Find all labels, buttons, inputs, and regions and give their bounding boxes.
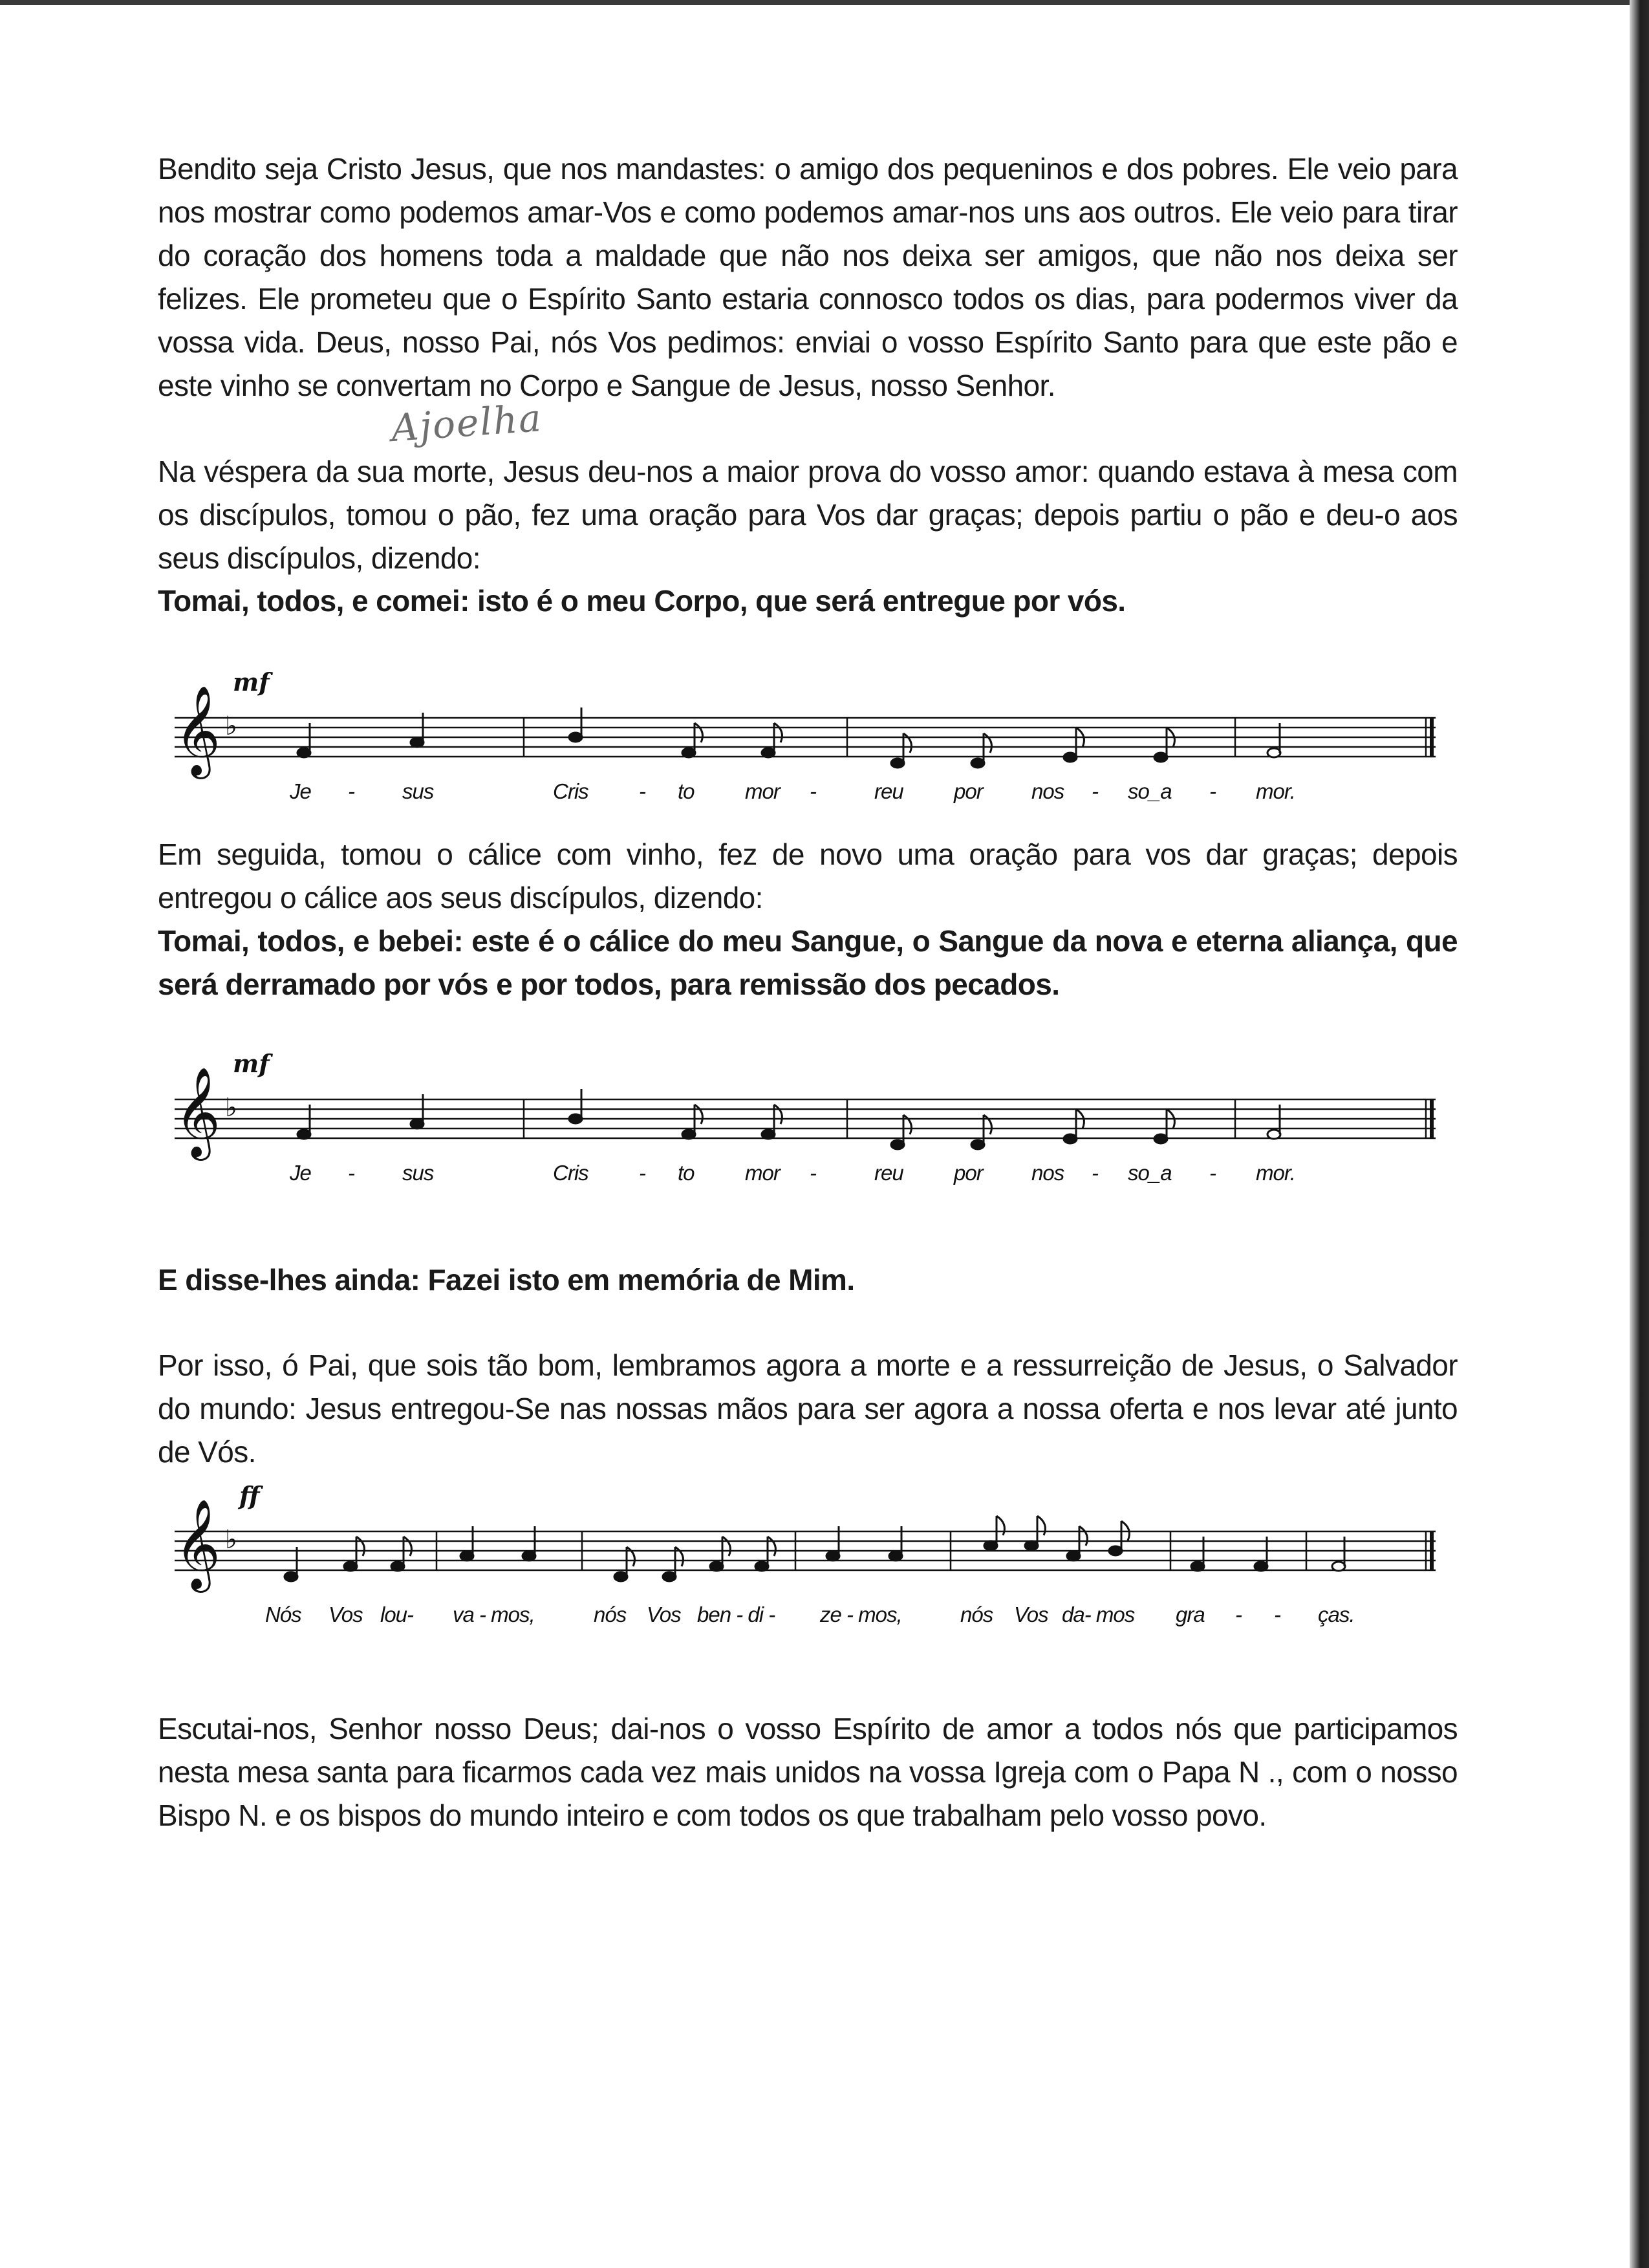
lyric: mor <box>745 1161 780 1185</box>
lyric: nos <box>1031 1161 1064 1185</box>
lyric: reu <box>874 779 903 803</box>
lyric: - <box>1274 1603 1280 1626</box>
lyric: to <box>678 779 695 803</box>
lyric: so_a <box>1128 779 1172 803</box>
lyric: ças. <box>1318 1603 1355 1626</box>
handwritten-note: Ajoelha <box>389 395 544 451</box>
lyric: Nós <box>265 1603 301 1626</box>
lyric: gra <box>1176 1603 1205 1626</box>
lyric: mor. <box>1256 779 1295 803</box>
lyric: Je <box>290 779 311 803</box>
lyric: nós <box>594 1603 627 1626</box>
lyric: - <box>1209 779 1216 803</box>
lyric: Vos <box>1014 1603 1048 1626</box>
lyric: - <box>1209 1161 1216 1185</box>
lyric: to <box>678 1161 695 1185</box>
lyric: - <box>810 1161 816 1185</box>
dynamic-mf: mf <box>233 667 270 697</box>
lyric: mor <box>745 779 780 803</box>
lyric: - <box>1092 779 1098 803</box>
paragraph-anamnesis: Por isso, ó Pai, que sois tão bom, lembramos agora a morte e a ressurreição de Jesus, o Salvador do mundo: Jesus entregou-Se nas nossas mãos para ser agora a nossa oferta e nos levar até junto de Vós. <box>158 1348 1458 1469</box>
treble-clef-icon: 𝄞 <box>175 686 221 775</box>
lyric: - <box>348 779 354 803</box>
words-of-institution-bread: Tomai, todos, e comei: isto é o meu Corpo, que será entregue por vós. <box>158 584 1126 618</box>
paragraph-last-supper: Na véspera da sua morte, Jesus deu-nos a maior prova do vosso amor: quando estava à mesa com os discípulos, tomou o pão, fez uma oração para Vos dar graças; depois partiu o pão e deu-o aos seus discípulos, dizendo: <box>158 455 1458 575</box>
paragraph-cup: Em seguida, tomou o cálice com vinho, fez de novo uma oração para vos dar graças; depois entregou o cálice aos seus discípulos, dizendo: <box>158 837 1458 914</box>
music-staff-3 <box>175 1480 1442 1648</box>
memorial-command: E disse-lhes ainda: Fazei isto em memória de Mim. <box>158 1263 855 1297</box>
lyric: ze - mos, <box>820 1603 902 1626</box>
lyric: lou- <box>380 1603 414 1626</box>
lyric: ben - di - <box>697 1603 775 1626</box>
lyric: nós <box>960 1603 993 1626</box>
music-staff-1 <box>175 666 1442 821</box>
scan-shadow <box>1630 0 1649 2268</box>
lyric: - <box>1235 1603 1242 1626</box>
treble-clef-icon: 𝄞 <box>175 1499 221 1589</box>
lyric: - <box>639 1161 645 1185</box>
lyric: por <box>954 1161 983 1185</box>
lyric: reu <box>874 1161 903 1185</box>
page-top-edge <box>0 0 1649 5</box>
words-of-institution-cup: Tomai, todos, e bebei: este é o cálice do meu Sangue, o Sangue da nova e eterna aliança, que será derramado por vós e por todos, para remissão dos pecados. <box>158 924 1458 1001</box>
lyric: por <box>954 779 983 803</box>
lyric: Cris <box>553 779 588 803</box>
dynamic-mf: mf <box>233 1049 270 1078</box>
lyric: Cris <box>553 1161 588 1185</box>
paragraph-epiclesis: Bendito seja Cristo Jesus, que nos mandastes: o amigo dos pequeninos e dos pobres. Ele veio para nos mostrar como podemos amar-Vos e como podemos amar-nos uns aos outros. Ele veio para tirar do coração dos homens toda a maldade que não nos deixa ser amigos, que não nos deixa ser felizes. Ele prometeu que o Espírito Santo estaria connosco todos os dias, para podermos viver da vossa vida. Deus, nosso Pai, nós Vos pedimos: enviai o vosso Espírito Santo para que este pão e este vinho se convertam no Corpo e Sangue de Jesus, nosso Senhor. <box>158 152 1458 402</box>
lyric: nos <box>1031 779 1064 803</box>
lyric: va - mos, <box>453 1603 535 1626</box>
lyric: mor. <box>1256 1161 1295 1185</box>
lyric: Vos <box>647 1603 681 1626</box>
lyric: so_a <box>1128 1161 1172 1185</box>
dynamic-ff: ff <box>239 1481 260 1510</box>
flat-sign-icon: ♭ <box>225 711 237 741</box>
lyric: sus <box>402 779 434 803</box>
flat-sign-icon: ♭ <box>225 1093 237 1123</box>
lyric: Vos <box>329 1603 363 1626</box>
treble-clef-icon: 𝄞 <box>175 1067 221 1157</box>
lyric: da- mos <box>1062 1603 1135 1626</box>
lyric: - <box>348 1161 354 1185</box>
lyric: - <box>639 779 645 803</box>
lyric: - <box>1092 1161 1098 1185</box>
paragraph-intercessions: Escutai-nos, Senhor nosso Deus; dai-nos o vosso Espírito de amor a todos nós que participamos nesta mesa santa para ficarmos cada vez mais unidos na vossa Igreja com o Papa N ., com o nosso Bispo N. e os bispos do mundo inteiro e com todos os que trabalham pelo vosso povo. <box>158 1712 1458 1832</box>
flat-sign-icon: ♭ <box>225 1525 237 1555</box>
lyric: - <box>810 779 816 803</box>
music-staff-2 <box>175 1048 1442 1203</box>
lyric: sus <box>402 1161 434 1185</box>
lyric: Je <box>290 1161 311 1185</box>
